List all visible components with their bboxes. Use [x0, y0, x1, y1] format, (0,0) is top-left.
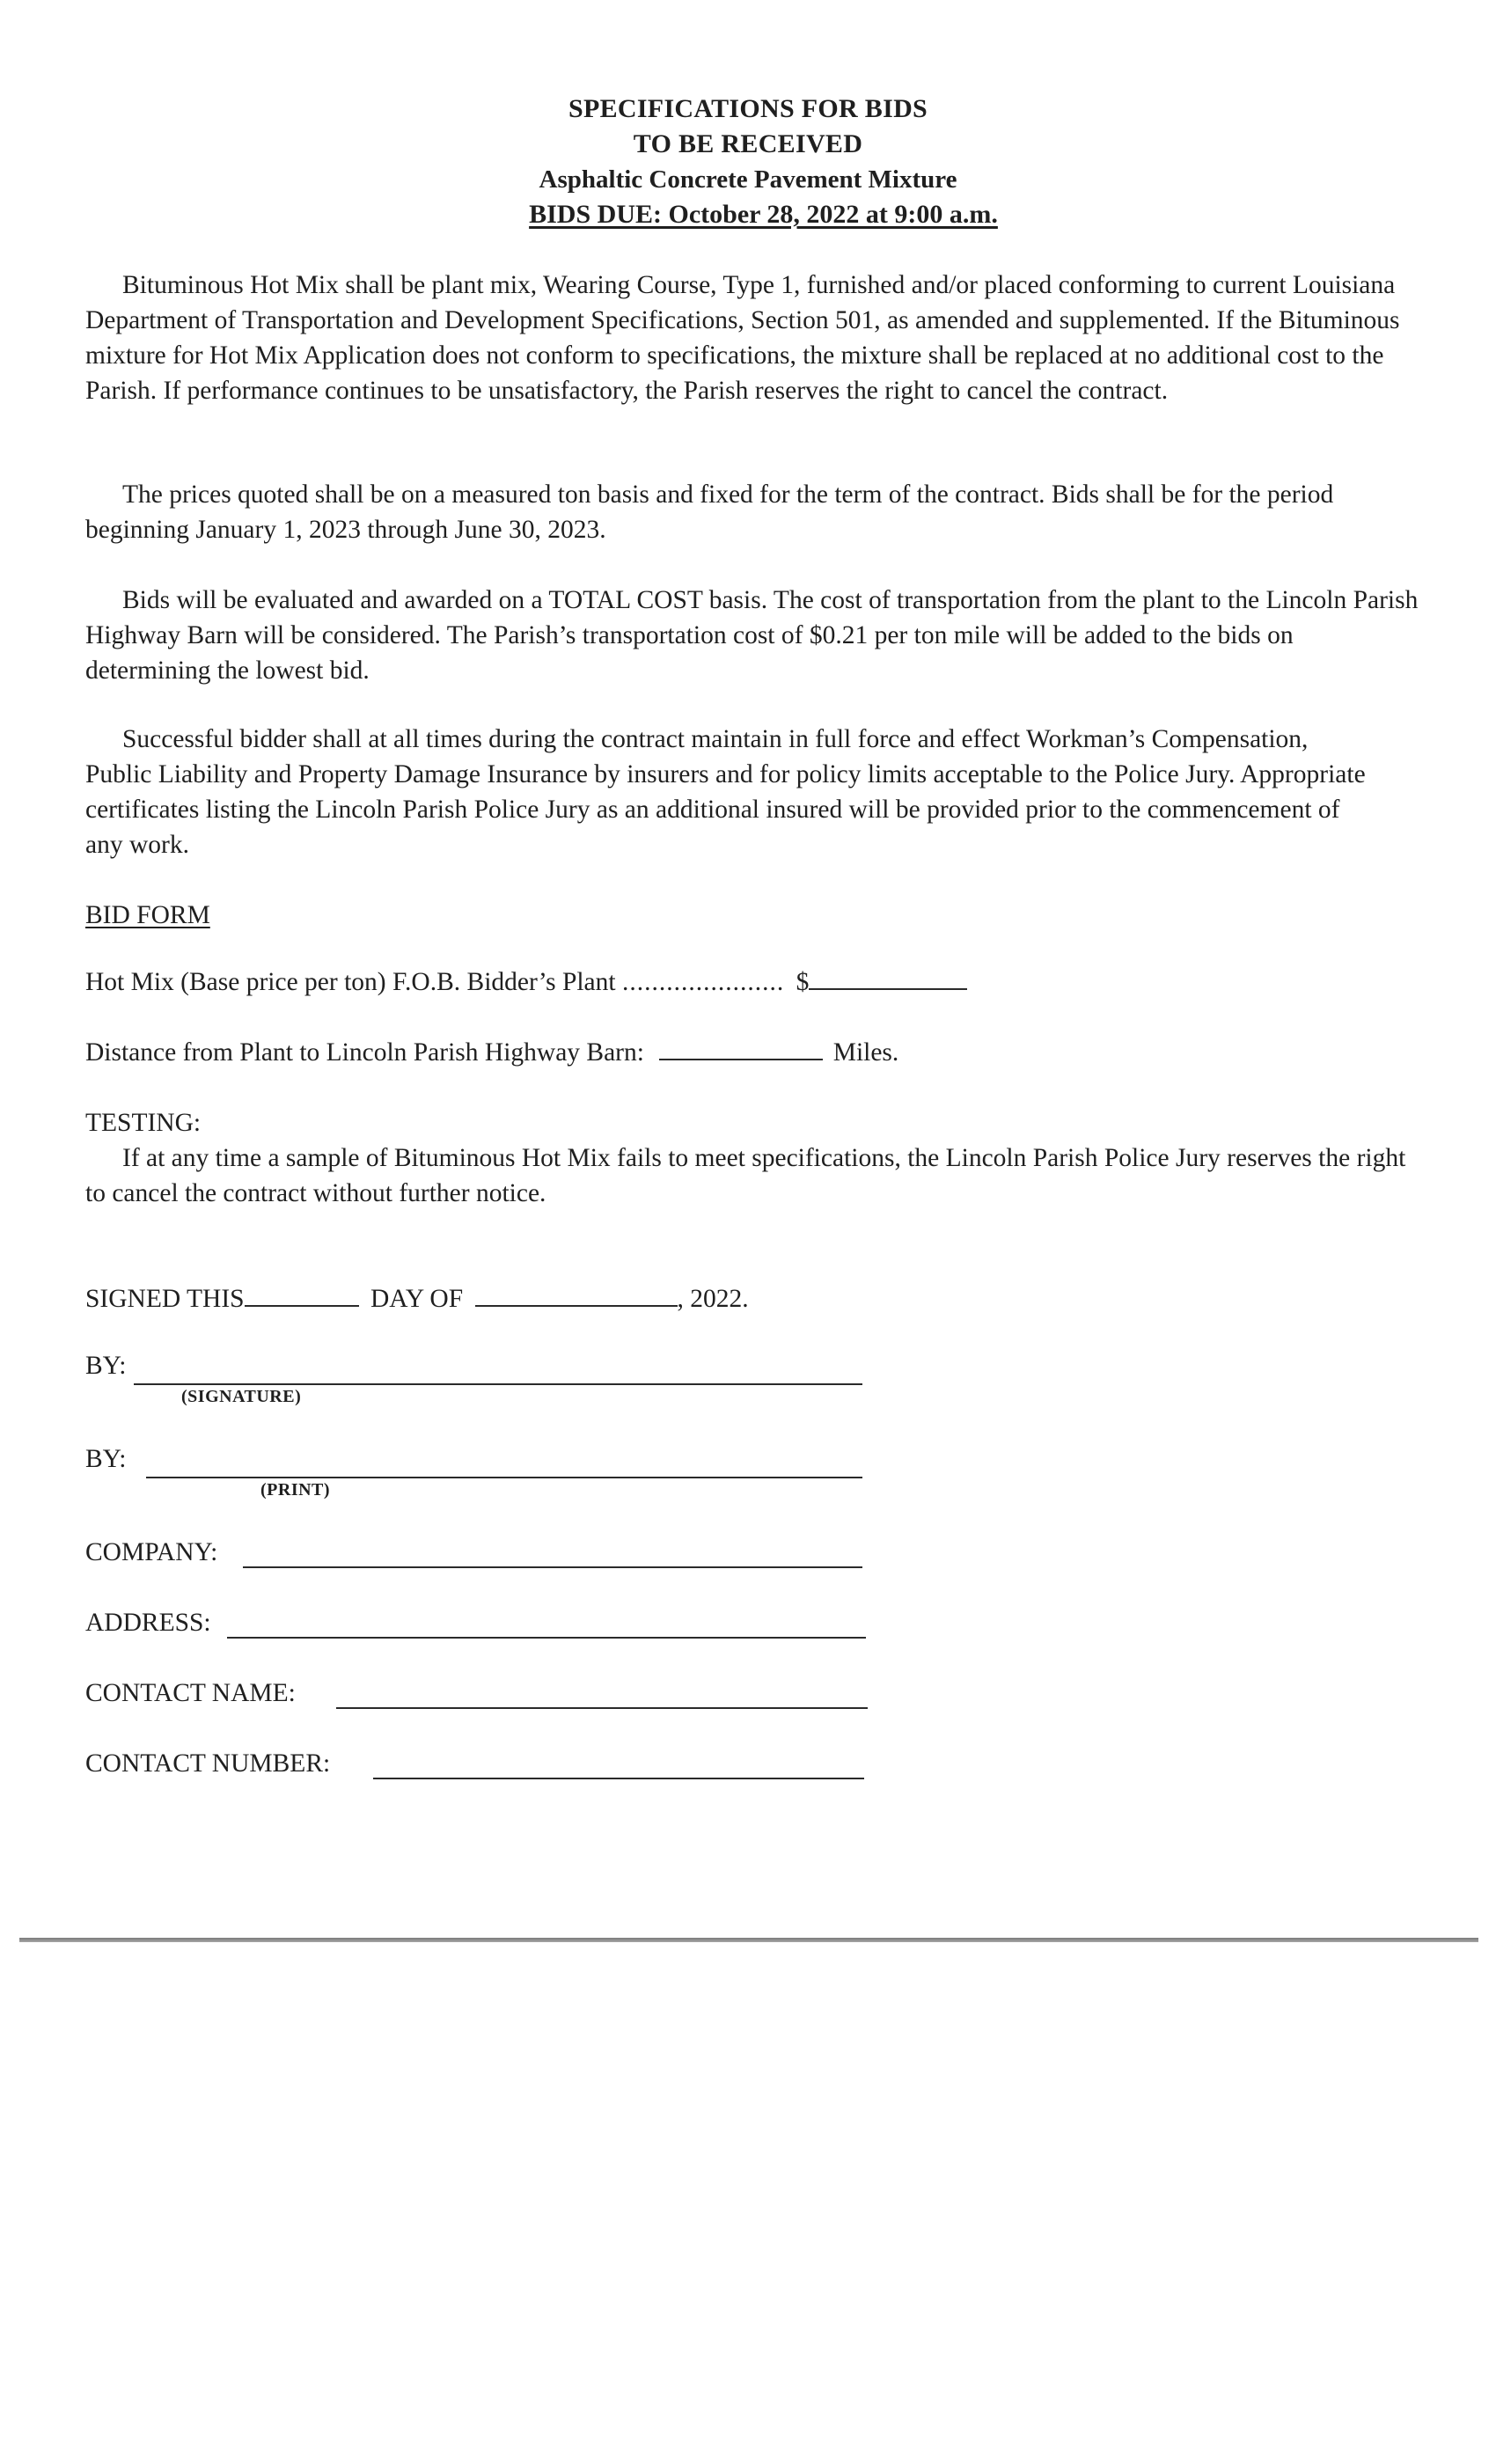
paragraph-insurance-text: Successful bidder shall at all times during the contract maintain in full force and effect Workman’s Compensation, Public Liability and Property Damage Insurance by insurers and for policy limits acceptable to the Police Jury. Appropriate certificates listing the Lincoln Parish Police Jury as an additional insured will be provided prior to the commencement of any work.	[85, 725, 1366, 859]
distance-row	[85, 1035, 898, 1070]
currency-symbol: $	[796, 968, 810, 996]
by-print-label: BY:	[85, 1445, 127, 1473]
print-caption: (PRINT)	[260, 1480, 331, 1500]
paragraph-insurance	[85, 722, 1370, 862]
paragraph-specifications	[85, 268, 1423, 408]
paragraph-evaluation-text: Bids will be evaluated and awarded on a TOTAL COST basis. The cost of transportation from the plant to the Lincoln Parish Highway Barn will be considered. The Parish’s transportation cost of $0.21 per ton mile will be added to the bids on determining the lowest bid.	[85, 586, 1419, 685]
address-field[interactable]	[227, 1637, 866, 1639]
hotmix-leader-dots: ......................	[621, 968, 785, 996]
distance-field[interactable]	[659, 1036, 823, 1060]
hotmix-price-field[interactable]	[809, 965, 967, 990]
print-name-field[interactable]	[146, 1477, 862, 1478]
signed-day-field[interactable]	[245, 1282, 359, 1307]
hotmix-price-row	[85, 964, 967, 1000]
paragraph-specifications-text: Bituminous Hot Mix shall be plant mix, Wearing Course, Type 1, furnished and/or placed conforming to current Louisiana Department of Transportation and Development Specifications, Section 501, as amended and supplemented. If the Bituminous mixture for Hot Mix Application does not conform to specifications, the mixture shall be replaced at no additional cost to the Parish. If performance continues to be unsatisfactory, the Parish reserves the right to cancel the contract.	[85, 271, 1400, 405]
header-title: SPECIFICATIONS FOR BIDS	[568, 94, 928, 123]
company-field[interactable]	[243, 1566, 862, 1568]
address-label: ADDRESS:	[85, 1609, 211, 1637]
signed-row	[85, 1281, 749, 1316]
header-bids-due: BIDS DUE: October 28, 2022 at 9:00 a.m.	[529, 200, 998, 229]
paragraph-evaluation	[85, 583, 1423, 688]
day-of-label: DAY OF	[370, 1285, 464, 1313]
distance-unit: Miles.	[832, 1038, 899, 1067]
page-divider	[19, 1938, 1478, 1942]
paragraph-pricing	[85, 477, 1423, 547]
signature-caption: (SIGNATURE)	[181, 1387, 302, 1406]
company-label: COMPANY:	[85, 1538, 218, 1566]
testing-paragraph-text: If at any time a sample of Bituminous Hot Mix fails to meet specifications, the Lincoln Parish Police Jury reserves the right to cancel the contract without further notice.	[85, 1144, 1406, 1207]
paragraph-pricing-text: The prices quoted shall be on a measured ton basis and fixed for the term of the contract. Bids shall be for the period beginning January 1, 2023 through June 30, 2023.	[85, 480, 1334, 544]
signed-year-label: , 2022.	[677, 1285, 749, 1313]
contact-name-label: CONTACT NAME:	[85, 1679, 296, 1707]
signed-month-field[interactable]	[475, 1282, 678, 1307]
testing-paragraph	[85, 1140, 1423, 1211]
contact-number-label: CONTACT NUMBER:	[85, 1749, 331, 1778]
distance-label: Distance from Plant to Lincoln Parish Highway Barn:	[85, 1038, 644, 1067]
document-header	[0, 92, 1496, 232]
testing-title: TESTING:	[85, 1109, 202, 1137]
contact-number-field[interactable]	[373, 1778, 864, 1779]
header-subtitle: TO BE RECEIVED	[633, 129, 863, 158]
header-product: Asphaltic Concrete Pavement Mixture	[539, 165, 957, 194]
hotmix-price-label: Hot Mix (Base price per ton) F.O.B. Bidder’s Plant	[85, 968, 616, 996]
signed-this-label: SIGNED THIS	[85, 1285, 245, 1313]
bid-form-title: BID FORM	[85, 901, 210, 929]
contact-name-field[interactable]	[336, 1707, 868, 1709]
signature-field[interactable]	[134, 1383, 862, 1385]
by-signature-label: BY:	[85, 1352, 127, 1380]
